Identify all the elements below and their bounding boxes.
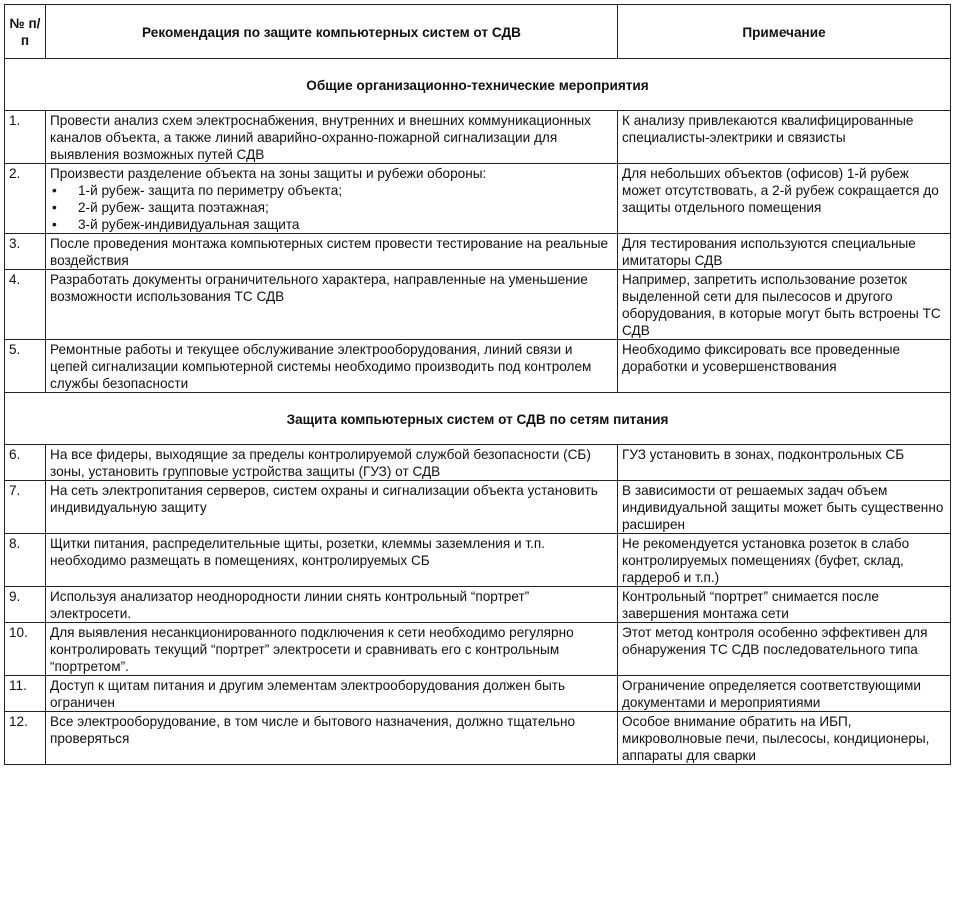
row-note: Для небольших объектов (офисов) 1-й рубеж может отсутствовать, а 2-й рубеж сокращается до защиты отдельного помещения <box>618 164 951 234</box>
row-recommendation: Доступ к щитам питания и другим элементам электрооборудования должен быть ограничен <box>46 676 618 712</box>
table-row <box>5 712 951 765</box>
table-row <box>5 111 951 164</box>
row-number: 10. <box>5 623 46 676</box>
row-number: 12. <box>5 712 46 765</box>
table-row <box>5 534 951 587</box>
table-row <box>5 164 951 234</box>
row-recommendation: На все фидеры, выходящие за пределы контролируемой службой безопасности (СБ) зоны, установить групповые устройства защиты (ГУЗ) от СДВ <box>46 445 618 481</box>
table-row <box>5 234 951 270</box>
table-row <box>5 481 951 534</box>
row-note: В зависимости от решаемых задач объем индивидуальной защиты может быть существенно расширен <box>618 481 951 534</box>
row-recommendation: Ремонтные работы и текущее обслуживание электрооборудования, линий связи и цепей сигнализации компьютерной системы необходимо производить под контролем службы безопасности <box>46 340 618 393</box>
header-note: Примечание <box>618 5 951 59</box>
row-recommendation: Все электрооборудование, в том числе и бытового назначения, должно тщательно проверяться <box>46 712 618 765</box>
row-recommendation-cell <box>46 164 618 234</box>
table-row <box>5 270 951 340</box>
row-note: Не рекомендуется установка розеток в слабо контролируемых помещениях (буфет, склад, гардероб и т.п.) <box>618 534 951 587</box>
row-note: Контрольный “портрет” снимается после завершения монтажа сети <box>618 587 951 623</box>
list-item: • 3-й рубеж-индивидуальная защита <box>78 216 613 233</box>
row-note: Для тестирования используются специальные имитаторы СДВ <box>618 234 951 270</box>
list-item: • 2-й рубеж- защита поэтажная; <box>78 199 613 216</box>
table-row <box>5 587 951 623</box>
header-recommendation: Рекомендация по защите компьютерных систем от СДВ <box>46 5 618 59</box>
row-number: 7. <box>5 481 46 534</box>
row-recommendation: Используя анализатор неоднородности линии снять контрольный “портрет” электросети. <box>46 587 618 623</box>
row-number: 11. <box>5 676 46 712</box>
row-note: Особое внимание обратить на ИБП, микроволновые печи, пылесосы, кондиционеры, аппараты для сварки <box>618 712 951 765</box>
section-title: Защита компьютерных систем от СДВ по сетям питания <box>5 393 951 445</box>
row-recommendation: Щитки питания, распределительные щиты, розетки, клеммы заземления и т.п. необходимо размещать в помещениях, контролируемых СБ <box>46 534 618 587</box>
list-item: • 1-й рубеж- защита по периметру объекта; <box>78 182 613 199</box>
row-recommendation: Для выявления несанкционированного подключения к сети необходимо регулярно контролировать текущий “портрет” электросети и сравнивать его с контрольным “портретом”. <box>46 623 618 676</box>
row-note: Этот метод контроля особенно эффективен для обнаружения ТС СДВ последовательного типа <box>618 623 951 676</box>
row-note: Например, запретить использование розеток выделенной сети для пылесосов и другого оборудования, в которые могут быть встроены ТС СДВ <box>618 270 951 340</box>
defense-lines-list <box>50 182 613 233</box>
row-number: 6. <box>5 445 46 481</box>
row-number: 2. <box>5 164 46 234</box>
table-row <box>5 340 951 393</box>
recommendations-table <box>4 4 951 765</box>
table-row <box>5 623 951 676</box>
row-note: ГУЗ установить в зонах, подконтрольных СБ <box>618 445 951 481</box>
section-title: Общие организационно-технические мероприятия <box>5 59 951 111</box>
row-number: 4. <box>5 270 46 340</box>
table-header-row <box>5 5 951 59</box>
table-row <box>5 445 951 481</box>
header-num: № п/п <box>5 5 46 59</box>
row-number: 3. <box>5 234 46 270</box>
row-note: Необходимо фиксировать все проведенные доработки и усовершенствования <box>618 340 951 393</box>
row-recommendation: Произвести разделение объекта на зоны защиты и рубежи обороны: <box>50 166 487 181</box>
row-number: 5. <box>5 340 46 393</box>
section-row <box>5 393 951 445</box>
row-recommendation: Разработать документы ограничительного характера, направленные на уменьшение возможности использования ТС СДВ <box>46 270 618 340</box>
row-number: 9. <box>5 587 46 623</box>
row-recommendation: На сеть электропитания серверов, систем охраны и сигнализации объекта установить индивидуальную защиту <box>46 481 618 534</box>
row-note: К анализу привлекаются квалифицированные специалисты-электрики и связисты <box>618 111 951 164</box>
row-number: 1. <box>5 111 46 164</box>
row-number: 8. <box>5 534 46 587</box>
table-row <box>5 676 951 712</box>
row-recommendation: После проведения монтажа компьютерных систем провести тестирование на реальные воздействия <box>46 234 618 270</box>
row-note: Ограничение определяется соответствующими документами и мероприятиями <box>618 676 951 712</box>
row-recommendation: Провести анализ схем электроснабжения, внутренних и внешних коммуникационных каналов объекта, а также линий аварийно-охранно-пожарной сигнализации для выявления возможных путей СДВ <box>46 111 618 164</box>
section-row <box>5 59 951 111</box>
